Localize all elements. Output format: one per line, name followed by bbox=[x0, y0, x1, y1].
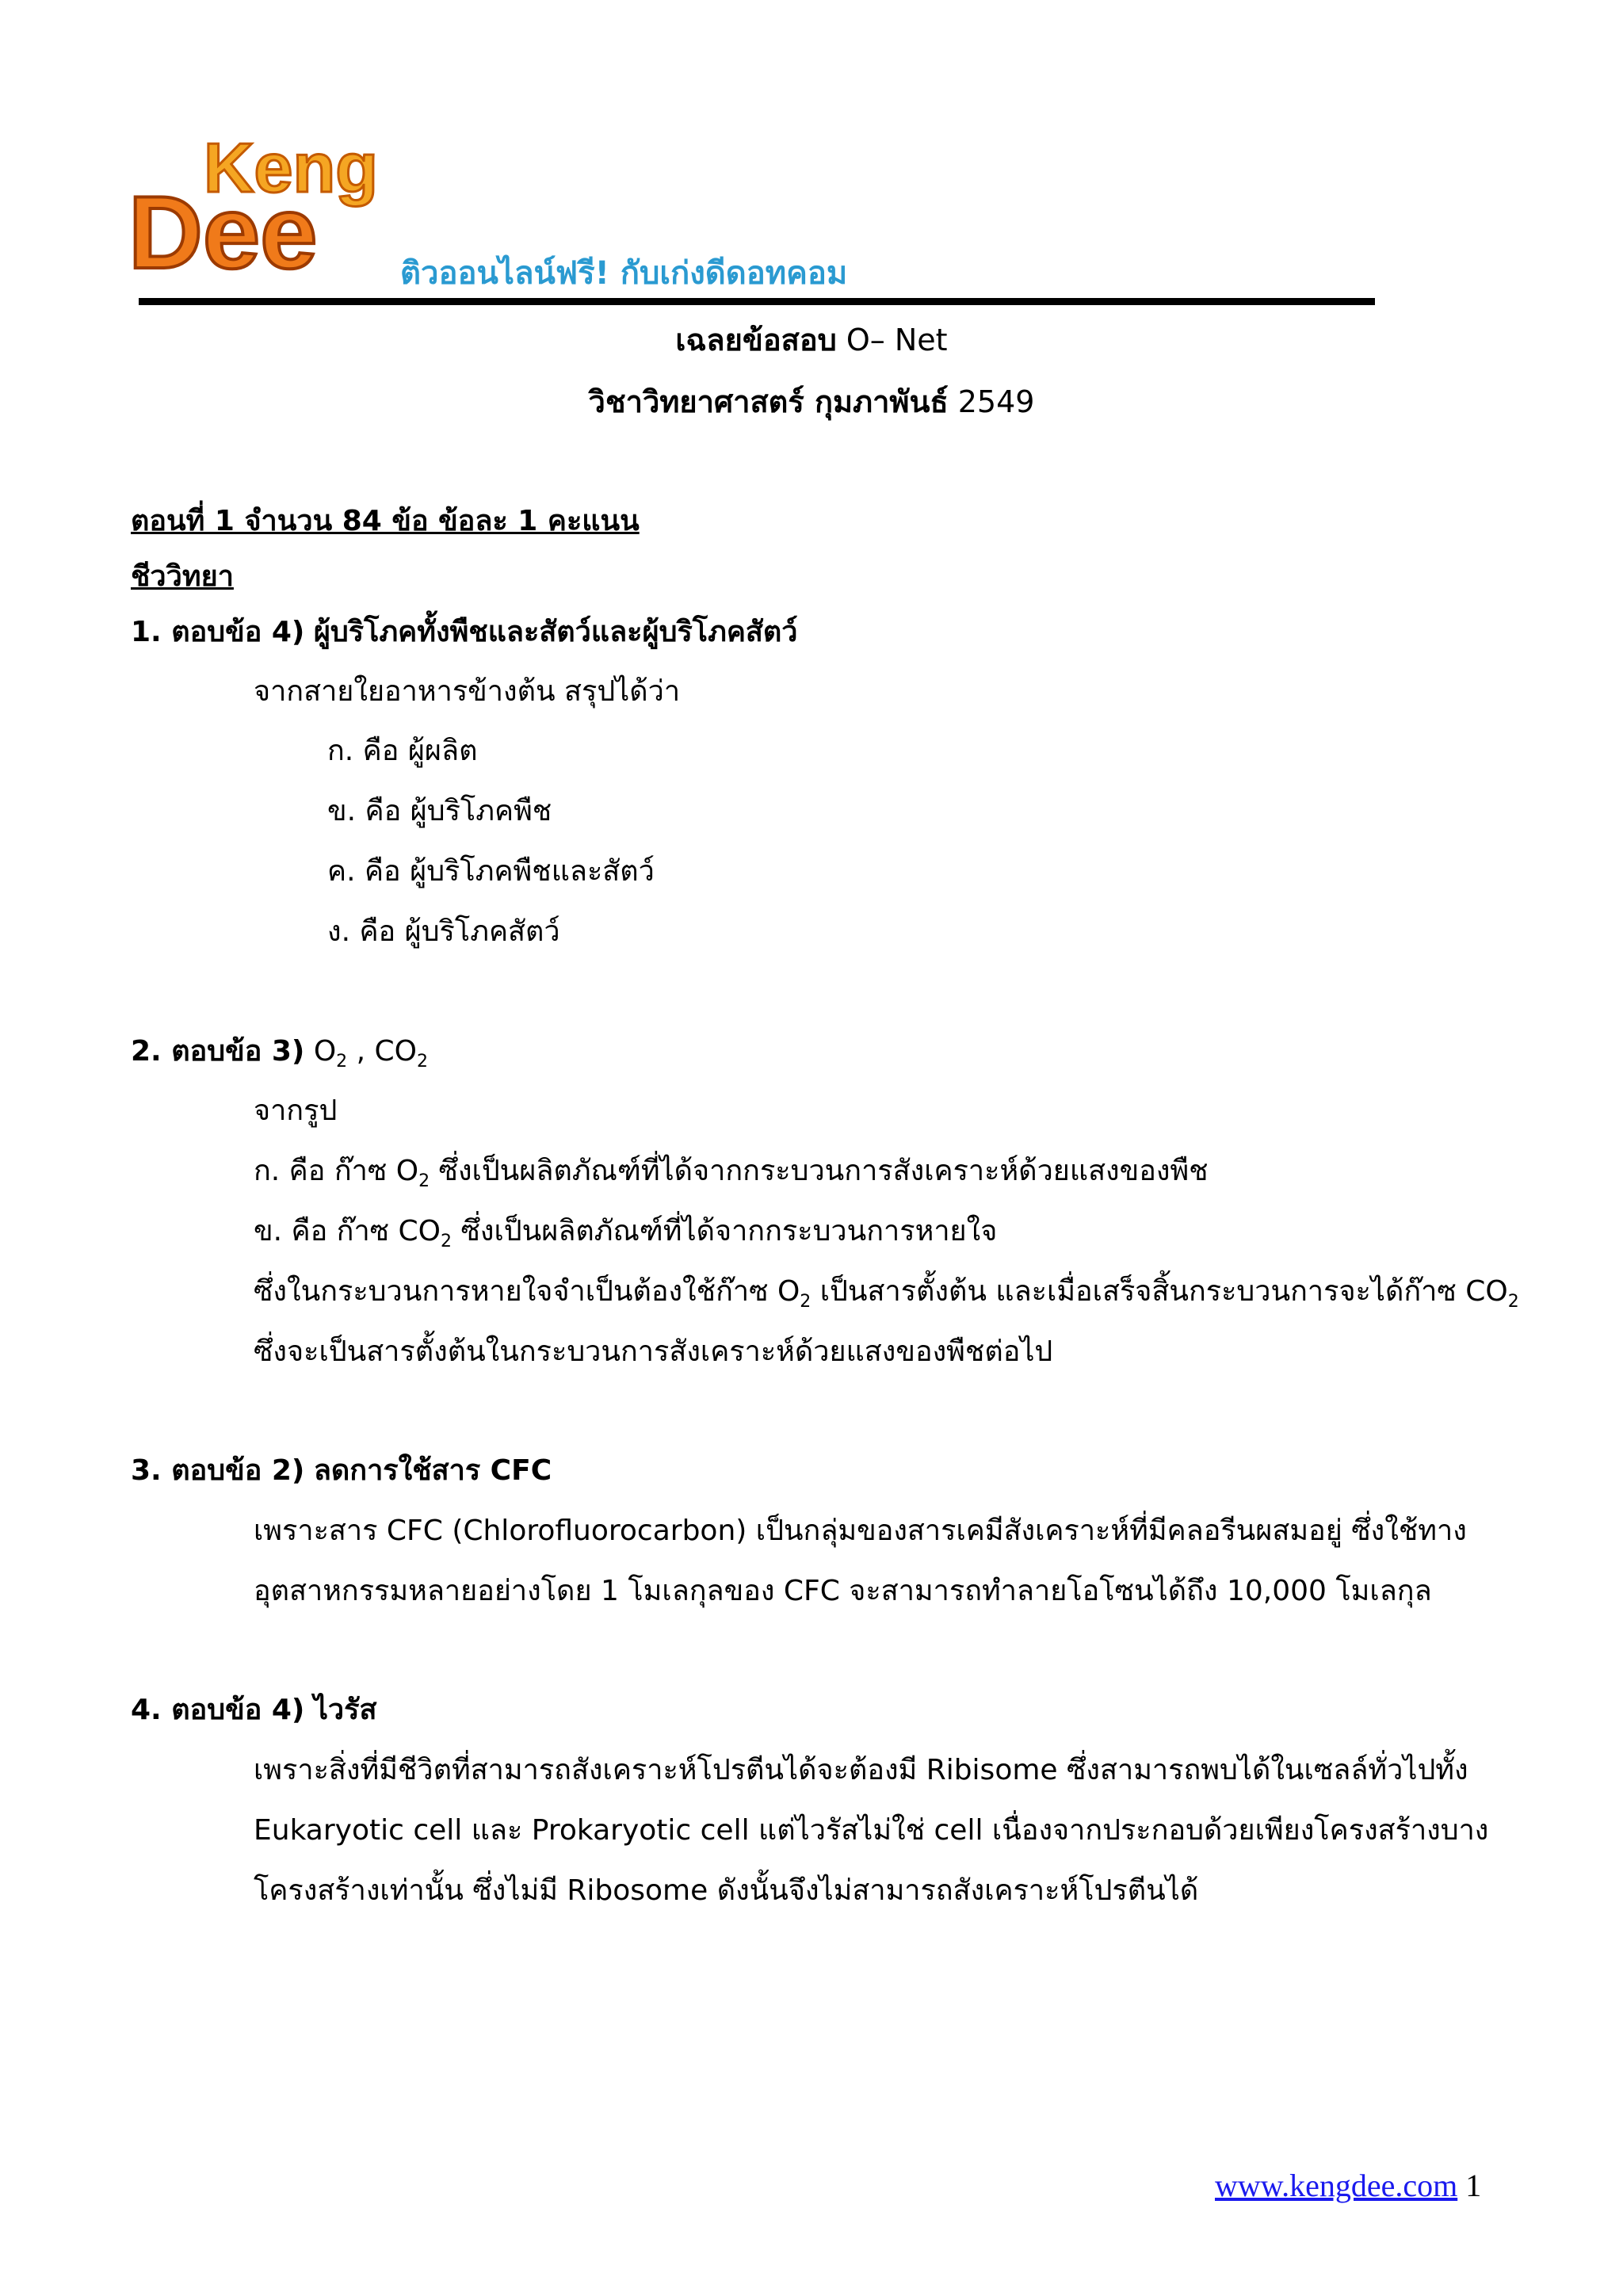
svg-text:Keng: Keng bbox=[204, 128, 378, 207]
kengdee-logo bbox=[128, 127, 402, 277]
subject-heading: ชีววิทยา bbox=[131, 560, 234, 593]
q2-line-b: ข. คือ ก๊าซ $CO_2$ ซึ่งเป็นผลิตภัณฑ์ที่ได้จากกระบวนการหายใจ bbox=[254, 1215, 998, 1251]
header-divider bbox=[139, 298, 1375, 305]
q4-line: เพราะสิ่งที่มีชีวิตที่สามารถสังเคราะห์โปรตีนได้จะต้องมี Ribisome ซึ่งสามารถพบได้ในเซลล์ทั่วไปทั้ง bbox=[254, 1754, 1468, 1786]
doc-title-line1: เฉลยข้อสอบ O– Net bbox=[675, 323, 948, 357]
q1-item: ก. คือ ผู้ผลิต bbox=[327, 735, 478, 767]
svg-text:Dee: Dee bbox=[128, 174, 318, 277]
page-number: 1 bbox=[1465, 2168, 1482, 2203]
q1-heading: 1. ตอบข้อ 4) ผู้บริโภคทั้งพืชและสัตว์และผู้บริโภคสัตว์ bbox=[131, 616, 798, 648]
q3-line: เพราะสาร CFC (Chlorofluorocarbon) เป็นกลุ่มของสารเคมีสังเคราะห์ที่มีคลอรีนผสมอยู่ ซึ่งใช้ทาง bbox=[254, 1515, 1467, 1547]
q1-item: ง. คือ ผู้บริโภคสัตว์ bbox=[327, 915, 560, 948]
q3-line: อุตสาหกรรมหลายอย่างโดย 1 โมเลกุลของ CFC จะสามารถทำลายโอโซนได้ถึง 10,000 โมเลกุล bbox=[254, 1575, 1432, 1607]
kengdee-link[interactable]: www.kengdee.com bbox=[1215, 2168, 1458, 2203]
section-heading: ตอนที่ 1 จำนวน 84 ข้อ ข้อละ 1 คะแนน bbox=[131, 505, 640, 537]
q2-line-c: ซึ่งในกระบวนการหายใจจำเป็นต้องใช้ก๊าซ $O_2$ เป็นสารตั้งต้น และเมื่อเสร็จสิ้นกระบวนการจะได้ก๊าซ $CO_2$ bbox=[254, 1275, 1519, 1312]
q4-line: โครงสร้างเท่านั้น ซึ่งไม่มี Ribosome ดังนั้นจึงไม่สามารถสังเคราะห์โปรตีนได้ bbox=[254, 1874, 1199, 1907]
tagline: ติวออนไลน์ฟรี! กับเก่งดีดอทคอม bbox=[400, 255, 848, 292]
q2-intro: จากรูป bbox=[254, 1095, 338, 1127]
q1-item: ค. คือ ผู้บริโภคพืชและสัตว์ bbox=[327, 855, 655, 888]
q3-heading: 3. ตอบข้อ 2) ลดการใช้สาร CFC bbox=[131, 1454, 552, 1487]
doc-title-line2: วิชาวิทยาศาสตร์ กุมภาพันธ์ 2549 bbox=[588, 384, 1035, 419]
q2-heading: 2. ตอบข้อ 3) $O_2$ , $CO_2$ bbox=[131, 1035, 428, 1072]
q1-intro: จากสายใยอาหารข้างต้น สรุปได้ว่า bbox=[254, 675, 681, 708]
q4-heading: 4. ตอบข้อ 4) ไวรัส bbox=[131, 1694, 377, 1726]
page-footer bbox=[1215, 2167, 1481, 2204]
q1-item: ข. คือ ผู้บริโภคพืช bbox=[327, 795, 552, 827]
q2-line-d: ซึ่งจะเป็นสารตั้งต้นในกระบวนการสังเคราะห์ด้วยแสงของพืชต่อไป bbox=[254, 1335, 1053, 1368]
q2-line-a: ก. คือ ก๊าซ $O_2$ ซึ่งเป็นผลิตภัณฑ์ที่ได้จากกระบวนการสังเคราะห์ด้วยแสงของพืช bbox=[254, 1155, 1209, 1191]
q4-line: Eukaryotic cell และ Prokaryotic cell แต่ไวรัสไม่ใช่ cell เนื่องจากประกอบด้วยเพียงโครงสร้างบาง bbox=[254, 1814, 1489, 1847]
